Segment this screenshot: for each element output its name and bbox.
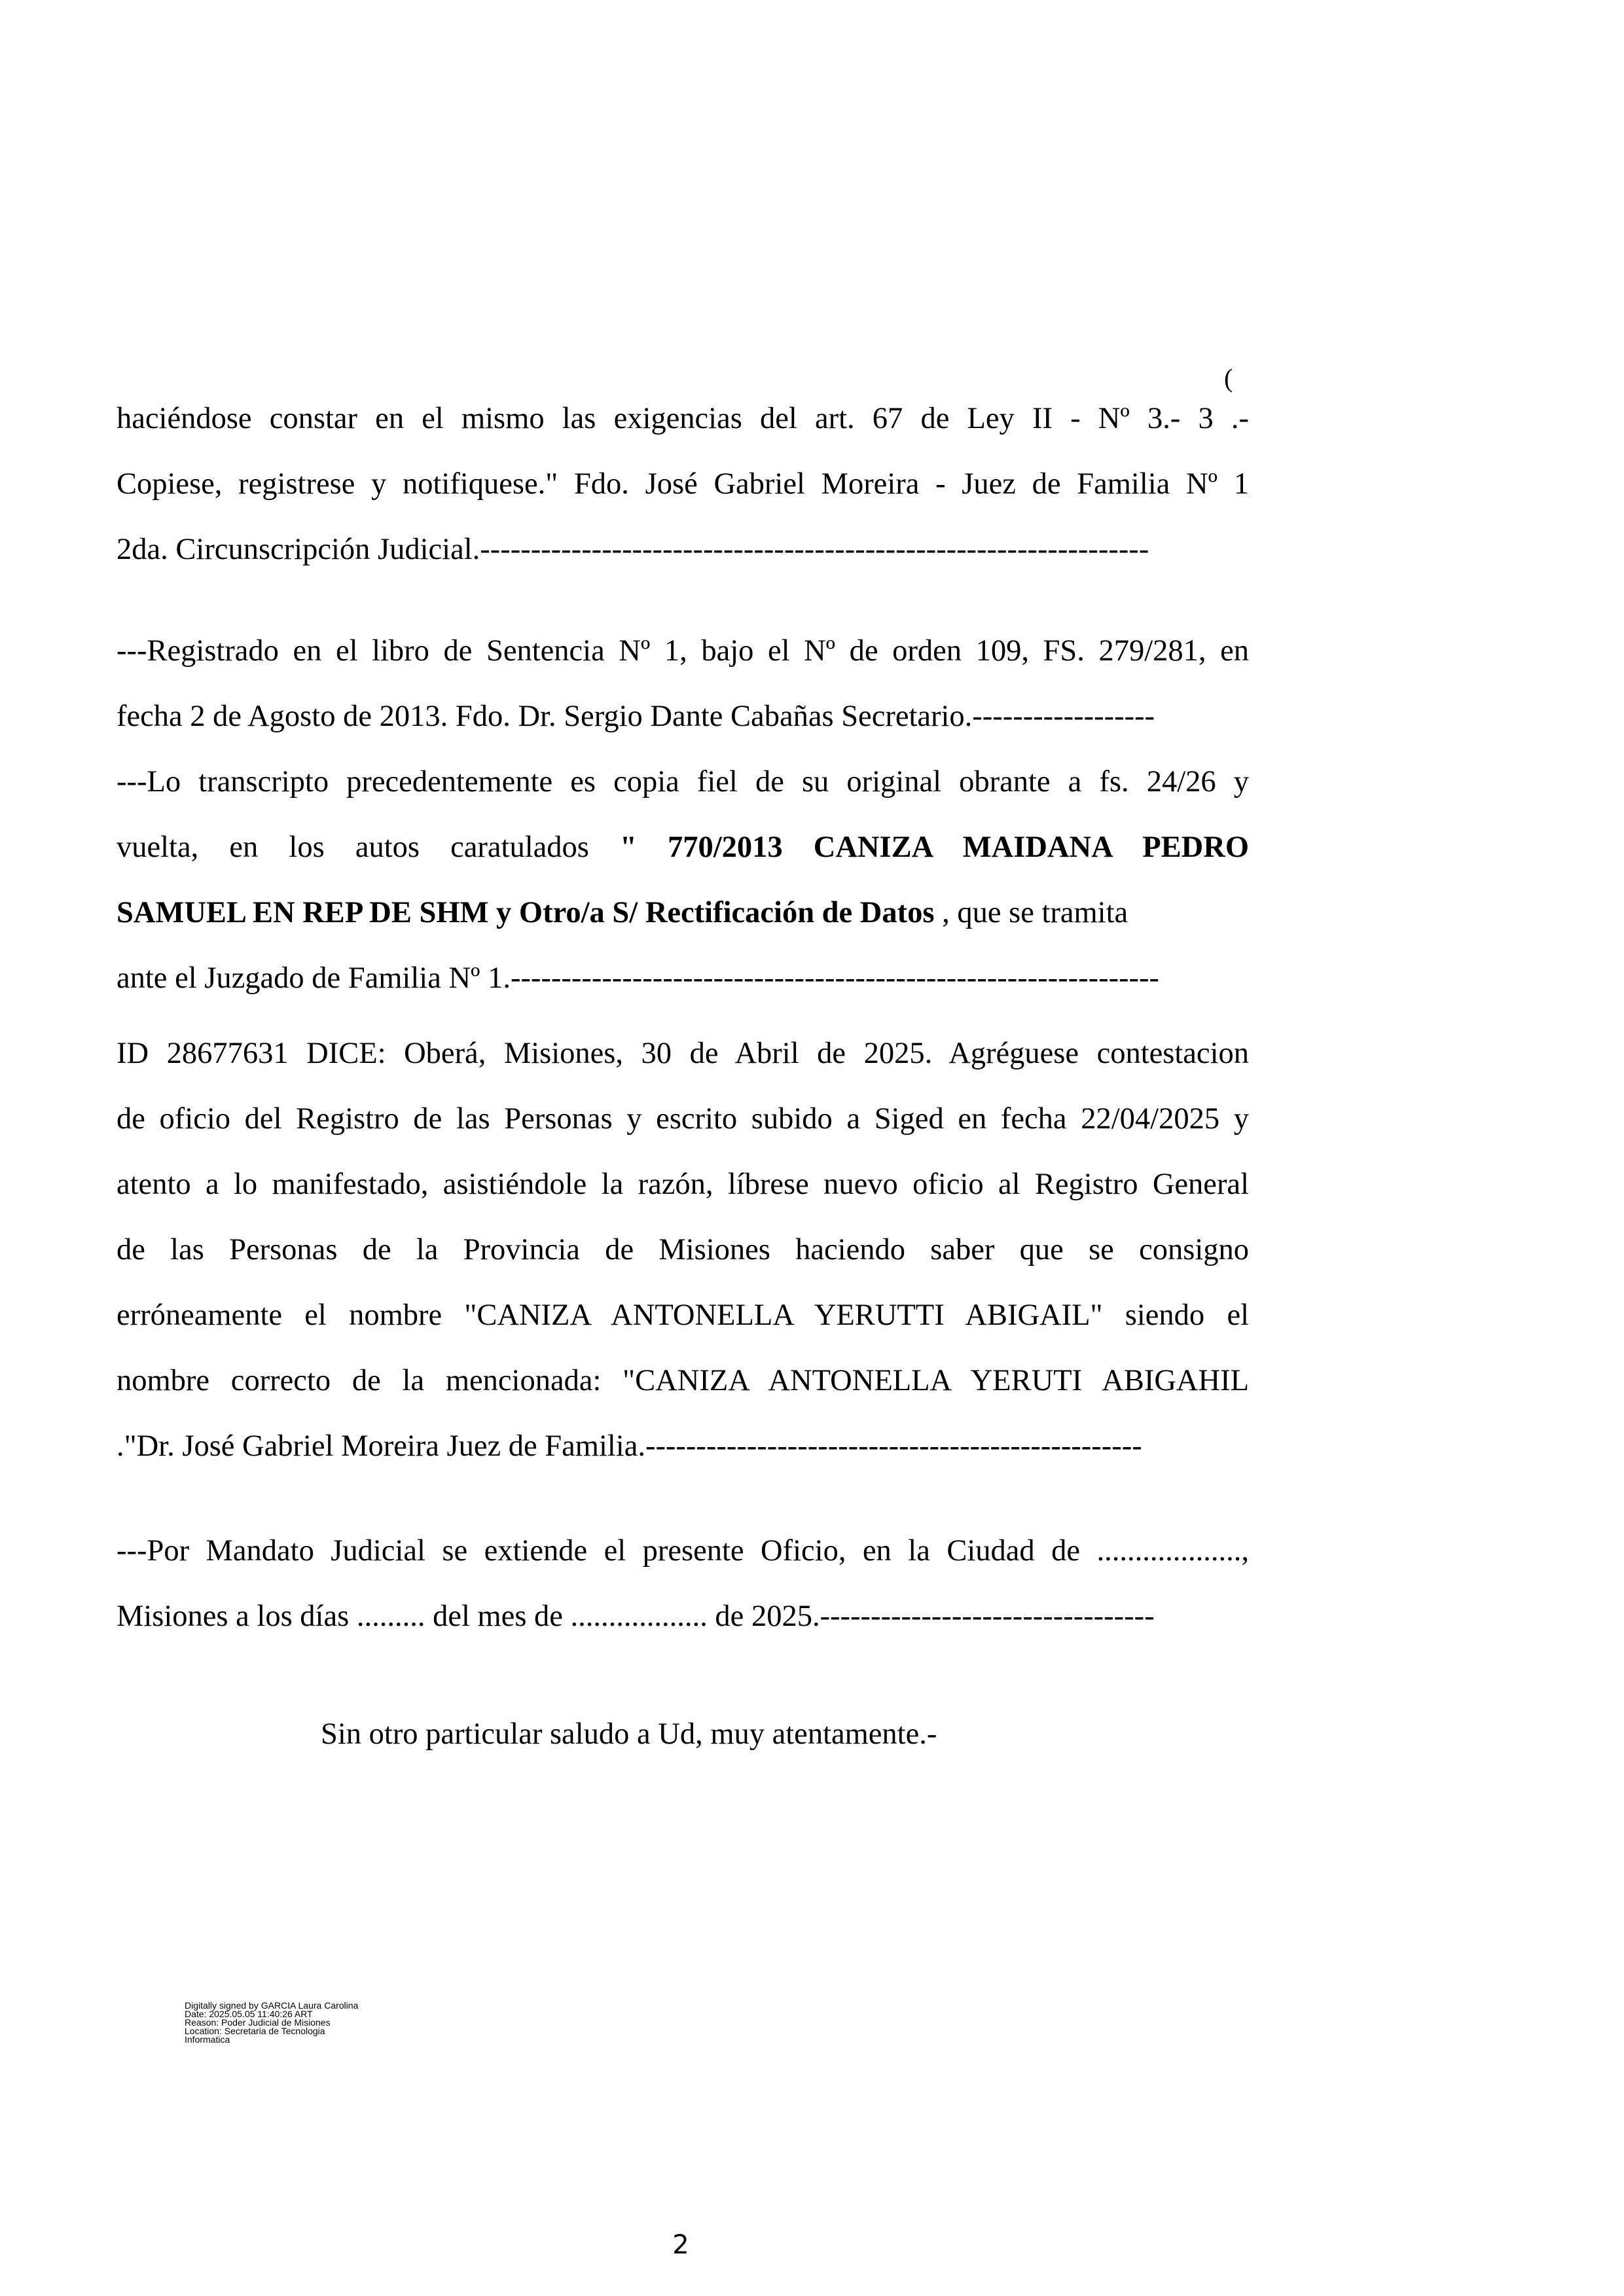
text-line: nombre correcto de la mencionada: "CANIZA ANTONELLA YERUTI ABIGAHIL: [117, 1364, 1249, 1397]
text-line: Copiese, registrese y notifiquese." Fdo. José Gabriel Moreira - Juez de Familia Nº 1: [117, 467, 1249, 501]
paragraph-continuation: [117, 386, 1249, 583]
digital-signature: [185, 2001, 407, 2044]
paragraph-resolution: [117, 1021, 1249, 1479]
paragraph-mandate: [117, 1518, 1249, 1649]
text-line: haciéndose constar en el mismo las exigencias del art. 67 de Ley II - Nº 3.- 3 .-: [117, 402, 1249, 435]
text-line: [117, 815, 1249, 880]
text-line: ."Dr. José Gabriel Moreira Juez de Familia.-------------------------------------------------: [117, 1429, 1142, 1463]
text-line: 2da. Circunscripción Judicial.------------------------------------------------------------------: [117, 533, 1149, 566]
text-line: ante el Juzgado de Familia Nº 1.----------------------------------------------------------------: [117, 961, 1159, 995]
signature-line: Digitally signed by GARCIA Laura Carolina: [185, 2000, 359, 2011]
page-number: 2: [672, 2230, 689, 2260]
text-line: Misiones a los días ......... del mes de .................. de 2025.---------------------------------: [117, 1600, 1155, 1633]
text-line: ---Por Mandato Judicial se extiende el presente Oficio, en la Ciudad de ...................,: [117, 1534, 1249, 1568]
signature-line: Informatica: [185, 2034, 230, 2045]
text-line: erróneamente el nombre "CANIZA ANTONELLA YERUTTI ABIGAIL" siendo el: [117, 1299, 1249, 1332]
handwritten-mark: (: [1224, 363, 1233, 393]
text-line: de oficio del Registro de las Personas y escrito subido a Siged en fecha 22/04/2025 y: [117, 1102, 1249, 1136]
text-line: [117, 880, 1249, 946]
text-line: ID 28677631 DICE: Oberá, Misiones, 30 de Abril de 2025. Agréguese contestacion: [117, 1037, 1249, 1070]
text-line: ---Registrado en el libro de Sentencia Nº 1, bajo el Nº de orden 109, FS. 279/281, en: [117, 634, 1249, 668]
signature-line: Location: Secretaria de Tecnologia: [185, 2026, 325, 2036]
text-line: atento a lo manifestado, asistiéndole la razón, líbrese nuevo oficio al Registro General: [117, 1168, 1249, 1201]
text-segment: vuelta, en los autos caratulados: [117, 831, 620, 864]
signature-line: Reason: Poder Judicial de Misiones: [185, 2017, 331, 2028]
signature-line: Date: 2025.05.05 11:40:26 ART: [185, 2009, 313, 2019]
text-line: fecha 2 de Agosto de 2013. Fdo. Dr. Sergio Dante Cabañas Secretario.------------------: [117, 700, 1155, 733]
paragraph-registration: [117, 619, 1249, 1011]
closing-salutation: Sin otro particular saludo a Ud, muy atentamente.-: [321, 1717, 937, 1751]
case-title: " 770/2013 CANIZA MAIDANA PEDRO: [620, 831, 1249, 864]
text-line: de las Personas de la Provincia de Misiones haciendo saber que se consigno: [117, 1233, 1249, 1266]
text-segment: , que se tramita: [934, 896, 1128, 929]
text-line: ---Lo transcripto precedentemente es copia fiel de su original obrante a fs. 24/26 y: [117, 765, 1249, 798]
case-title: SAMUEL EN REP DE SHM y Otro/a S/ Rectificación de Datos: [117, 896, 935, 929]
